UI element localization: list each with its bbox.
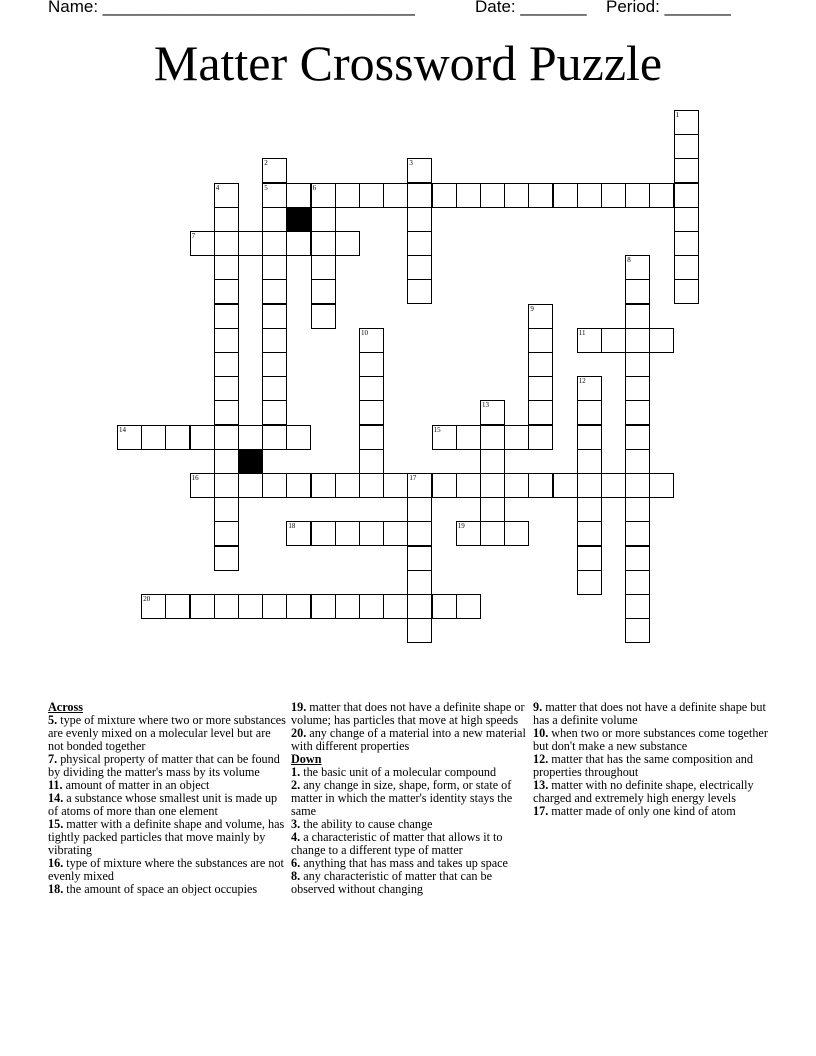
crossword-cell[interactable] bbox=[311, 304, 336, 329]
clue-number-label: 18 bbox=[288, 522, 296, 531]
crossword-cell[interactable] bbox=[311, 521, 336, 546]
crossword-cell[interactable] bbox=[262, 400, 287, 425]
clue-column-2 bbox=[291, 701, 529, 896]
crossword-cell[interactable] bbox=[649, 473, 674, 498]
crossword-cell[interactable] bbox=[407, 521, 432, 546]
crossword-cell[interactable] bbox=[214, 594, 239, 619]
clue-down-10: 10. when two or more substances come together but don't make a new substance bbox=[533, 726, 768, 753]
crossword-cell[interactable] bbox=[311, 231, 336, 256]
crossword-cell[interactable] bbox=[625, 497, 650, 522]
crossword-cell[interactable] bbox=[625, 376, 650, 401]
clue-down-13: 13. matter with no definite shape, electrically charged and extremely high energy levels bbox=[533, 778, 754, 805]
clue-across-7: 7. physical property of matter that can be found by dividing the matter's mass by its volume bbox=[48, 752, 280, 779]
clue-down-17: 17. matter made of only one kind of atom bbox=[533, 804, 736, 818]
crossword-cell[interactable] bbox=[407, 255, 432, 280]
crossword-cell[interactable] bbox=[262, 231, 287, 256]
clue-number-label: 8 bbox=[627, 256, 631, 265]
clue-number-label: 11 bbox=[578, 328, 586, 337]
crossword-cell[interactable] bbox=[311, 473, 336, 498]
crossword-cell[interactable] bbox=[335, 521, 360, 546]
crossword-cell[interactable] bbox=[674, 279, 699, 304]
crossword-cell[interactable] bbox=[214, 425, 239, 450]
crossword-cell[interactable] bbox=[625, 449, 650, 474]
crossword-cell[interactable] bbox=[214, 497, 239, 522]
crossword-cell[interactable] bbox=[625, 521, 650, 546]
crossword-cell[interactable] bbox=[214, 255, 239, 280]
crossword-cell[interactable] bbox=[504, 521, 529, 546]
crossword-cell[interactable] bbox=[214, 473, 239, 498]
crossword-cell[interactable] bbox=[625, 304, 650, 329]
clue-number-label: 16 bbox=[191, 474, 199, 482]
crossword-cell[interactable] bbox=[577, 473, 602, 498]
crossword-cell[interactable] bbox=[480, 473, 505, 498]
crossword-cell[interactable] bbox=[214, 328, 239, 353]
crossword-cell[interactable] bbox=[625, 352, 650, 377]
crossword-cell[interactable] bbox=[311, 594, 336, 619]
crossword-cell[interactable] bbox=[335, 231, 360, 256]
crossword-cell[interactable] bbox=[480, 183, 505, 208]
crossword-cell[interactable] bbox=[456, 473, 481, 498]
crossword-cell[interactable] bbox=[311, 255, 336, 280]
crossword-cell[interactable] bbox=[190, 594, 215, 619]
date-field-label[interactable]: Date: _______ bbox=[475, 0, 587, 16]
crossword-cell[interactable] bbox=[335, 183, 360, 208]
crossword-cell[interactable] bbox=[577, 449, 602, 474]
crossword-cell[interactable] bbox=[528, 352, 553, 377]
clue-number-label: 12 bbox=[578, 377, 586, 386]
crossword-cell[interactable] bbox=[238, 231, 263, 256]
crossword-cell[interactable] bbox=[262, 304, 287, 329]
crossword-cell[interactable] bbox=[625, 400, 650, 425]
crossword-cell[interactable] bbox=[577, 497, 602, 522]
crossword-cell[interactable] bbox=[480, 497, 505, 522]
crossword-cell[interactable] bbox=[214, 207, 239, 232]
crossword-cell[interactable] bbox=[577, 546, 602, 571]
crossword-cell[interactable] bbox=[407, 594, 432, 619]
crossword-cell[interactable] bbox=[625, 546, 650, 571]
clue-across-11: 11. amount of matter in an object bbox=[48, 778, 210, 792]
crossword-cell[interactable] bbox=[528, 400, 553, 425]
crossword-cell[interactable] bbox=[383, 183, 408, 208]
clue-number-label: 19 bbox=[457, 522, 465, 531]
crossword-cell[interactable] bbox=[262, 255, 287, 280]
crossword-cell[interactable] bbox=[577, 425, 602, 450]
crossword-cell[interactable] bbox=[432, 183, 457, 208]
crossword-cell[interactable] bbox=[480, 449, 505, 474]
crossword-cell[interactable] bbox=[480, 521, 505, 546]
clue-number-label: 5 bbox=[264, 183, 268, 192]
clue-down-8: 8. any characteristic of matter that can be observed without changing bbox=[291, 869, 492, 896]
crossword-cell[interactable] bbox=[190, 425, 215, 450]
crossword-cell[interactable] bbox=[165, 594, 190, 619]
crossword-cell[interactable] bbox=[625, 425, 650, 450]
crossword-cell[interactable] bbox=[214, 279, 239, 304]
clue-number-label: 4 bbox=[215, 183, 220, 192]
crossword-cell[interactable] bbox=[504, 183, 529, 208]
crossword-cell[interactable] bbox=[214, 521, 239, 546]
crossword-cell[interactable] bbox=[262, 425, 287, 450]
crossword-cell[interactable] bbox=[262, 352, 287, 377]
crossword-cell[interactable] bbox=[553, 183, 578, 208]
crossword-cell[interactable] bbox=[214, 400, 239, 425]
crossword-cell[interactable] bbox=[359, 594, 384, 619]
clue-number-label: 14 bbox=[119, 425, 126, 434]
crossword-cell[interactable] bbox=[674, 183, 699, 208]
crossword-cell[interactable] bbox=[383, 521, 408, 546]
crossword-cell[interactable] bbox=[141, 425, 166, 450]
crossword-cell[interactable] bbox=[601, 328, 626, 353]
crossword-cell[interactable] bbox=[407, 570, 432, 595]
crossword-cell[interactable] bbox=[359, 521, 384, 546]
crossword-cell[interactable] bbox=[407, 279, 432, 304]
crossword-cell[interactable] bbox=[311, 207, 336, 232]
clue-across-15: 15. matter with a definite shape and volume, has tightly packed particles that move mainly by vibrating bbox=[48, 817, 285, 857]
crossword-cell[interactable] bbox=[238, 594, 263, 619]
crossword-cell[interactable] bbox=[577, 570, 602, 595]
crossword-cell[interactable] bbox=[407, 207, 432, 232]
crossword-cell[interactable] bbox=[456, 594, 481, 619]
page-title: Matter Crossword Puzzle bbox=[153, 35, 663, 91]
crossword-cell[interactable] bbox=[625, 328, 650, 353]
crossword-cell[interactable] bbox=[649, 328, 674, 353]
clue-number-label: 7 bbox=[191, 232, 196, 240]
crossword-cell[interactable] bbox=[407, 497, 432, 522]
crossword-cell[interactable] bbox=[432, 594, 457, 619]
crossword-cell[interactable] bbox=[286, 594, 311, 619]
clue-number-label: 17 bbox=[409, 474, 417, 482]
crossword-cell[interactable] bbox=[214, 449, 239, 474]
crossword-cell[interactable] bbox=[286, 183, 311, 208]
crossword-cell[interactable] bbox=[262, 594, 287, 619]
clue-down-9: 9. matter that does not have a definite shape but has a definite volume bbox=[533, 700, 766, 727]
crossword-cell[interactable] bbox=[456, 183, 481, 208]
crossword-cell[interactable] bbox=[480, 425, 505, 450]
crossword-cell[interactable] bbox=[214, 546, 239, 571]
crossword-cell[interactable] bbox=[383, 473, 408, 498]
crossword-cell[interactable] bbox=[214, 352, 239, 377]
crossword-cell[interactable] bbox=[359, 473, 384, 498]
clue-across-16: 16. type of mixture where the substances are not evenly mixed bbox=[48, 856, 284, 883]
clue-across-20: 20. any change of a material into a new material with different properties bbox=[291, 726, 526, 753]
down-heading: Down bbox=[291, 752, 322, 766]
crossword-cell[interactable] bbox=[359, 376, 384, 401]
crossword-cell[interactable] bbox=[625, 473, 650, 498]
crossword-cell[interactable] bbox=[528, 328, 553, 353]
crossword-block-cell bbox=[238, 449, 263, 474]
crossword-cell[interactable] bbox=[674, 158, 699, 183]
clue-number-label: 10 bbox=[361, 328, 368, 337]
crossword-cell[interactable] bbox=[528, 376, 553, 401]
crossword-cell[interactable] bbox=[625, 618, 650, 643]
crossword-cell[interactable] bbox=[262, 279, 287, 304]
clue-number-label: 6 bbox=[312, 183, 317, 192]
crossword-cell[interactable] bbox=[359, 400, 384, 425]
clue-down-12: 12. matter that has the same composition and properties throughout bbox=[533, 752, 753, 779]
crossword-cell[interactable] bbox=[359, 449, 384, 474]
crossword-cell[interactable] bbox=[286, 425, 311, 450]
clue-down-3: 3. the ability to cause change bbox=[291, 817, 433, 831]
crossword-cell[interactable] bbox=[601, 183, 626, 208]
crossword-cell[interactable] bbox=[262, 473, 287, 498]
crossword-cell[interactable] bbox=[553, 473, 578, 498]
crossword-block-cell bbox=[286, 207, 311, 232]
crossword-cell[interactable] bbox=[625, 570, 650, 595]
crossword-cell[interactable] bbox=[649, 183, 674, 208]
crossword-cell[interactable] bbox=[528, 183, 553, 208]
clue-number-label: 1 bbox=[675, 111, 680, 119]
crossword-cell[interactable] bbox=[577, 183, 602, 208]
clue-down-6: 6. anything that has mass and takes up space bbox=[291, 856, 508, 870]
crossword-cell[interactable] bbox=[432, 473, 457, 498]
crossword-cell[interactable] bbox=[625, 183, 650, 208]
crossword-cell[interactable] bbox=[335, 594, 360, 619]
clue-across-14: 14. a substance whose smallest unit is made up of atoms of more than one element bbox=[48, 791, 278, 818]
clue-number-label: 3 bbox=[409, 159, 413, 168]
clue-number-label: 9 bbox=[530, 304, 534, 313]
clue-column-3 bbox=[533, 701, 771, 818]
crossword-cell[interactable] bbox=[407, 183, 432, 208]
crossword-cell[interactable] bbox=[504, 473, 529, 498]
crossword-cell[interactable] bbox=[359, 425, 384, 450]
name-field-label[interactable]: Name: _________________________________ bbox=[48, 0, 415, 16]
clue-column-1 bbox=[48, 701, 286, 896]
crossword-cell[interactable] bbox=[165, 425, 190, 450]
crossword-cell[interactable] bbox=[286, 473, 311, 498]
clue-down-4: 4. a characteristic of matter that allows it to change to a different type of matter bbox=[291, 830, 503, 857]
crossword-cell[interactable] bbox=[214, 376, 239, 401]
crossword-cell[interactable] bbox=[286, 231, 311, 256]
crossword-cell[interactable] bbox=[674, 255, 699, 280]
crossword-cell[interactable] bbox=[625, 279, 650, 304]
crossword-cell[interactable] bbox=[504, 425, 529, 450]
crossword-cell[interactable] bbox=[214, 304, 239, 329]
clue-number-label: 20 bbox=[143, 595, 151, 603]
clue-down-1: 1. the basic unit of a molecular compound bbox=[291, 765, 497, 779]
crossword-cell[interactable] bbox=[407, 546, 432, 571]
crossword-cell[interactable] bbox=[577, 521, 602, 546]
crossword-cell[interactable] bbox=[601, 473, 626, 498]
clue-number-label: 15 bbox=[433, 425, 441, 434]
crossword-cell[interactable] bbox=[383, 594, 408, 619]
period-field-label[interactable]: Period: _______ bbox=[606, 0, 731, 16]
crossword-cell[interactable] bbox=[359, 183, 384, 208]
crossword-cell[interactable] bbox=[262, 376, 287, 401]
crossword-cell[interactable] bbox=[214, 231, 239, 256]
crossword-cell[interactable] bbox=[335, 473, 360, 498]
crossword-cell[interactable] bbox=[528, 425, 553, 450]
crossword-cell[interactable] bbox=[674, 231, 699, 256]
clue-across-18: 18. the amount of space an object occupies bbox=[48, 882, 258, 896]
crossword-cell[interactable] bbox=[456, 425, 481, 450]
crossword-cell[interactable] bbox=[407, 231, 432, 256]
clue-across-5: 5. type of mixture where two or more substances are evenly mixed on a molecular level but are not bonded together bbox=[48, 713, 286, 753]
crossword-cell[interactable] bbox=[238, 425, 263, 450]
crossword-cell[interactable] bbox=[528, 473, 553, 498]
crossword-cell[interactable] bbox=[262, 207, 287, 232]
clue-number-label: 13 bbox=[482, 401, 489, 410]
clue-across-19: 19. matter that does not have a definite shape or volume; has particles that move at high speeds bbox=[291, 700, 525, 727]
crossword-cell[interactable] bbox=[311, 279, 336, 304]
crossword-cell[interactable] bbox=[359, 352, 384, 377]
crossword-cell[interactable] bbox=[625, 594, 650, 619]
across-heading: Across bbox=[48, 700, 83, 714]
clue-down-2: 2. any change in size, shape, form, or state of matter in which the matter's identity stays the same bbox=[291, 778, 513, 818]
crossword-cell[interactable] bbox=[674, 207, 699, 232]
crossword-cell[interactable] bbox=[577, 400, 602, 425]
crossword-cell[interactable] bbox=[238, 473, 263, 498]
crossword-cell[interactable] bbox=[262, 328, 287, 353]
crossword-cell[interactable] bbox=[407, 618, 432, 643]
clue-number-label: 2 bbox=[264, 159, 268, 168]
crossword-cell[interactable] bbox=[674, 134, 699, 159]
